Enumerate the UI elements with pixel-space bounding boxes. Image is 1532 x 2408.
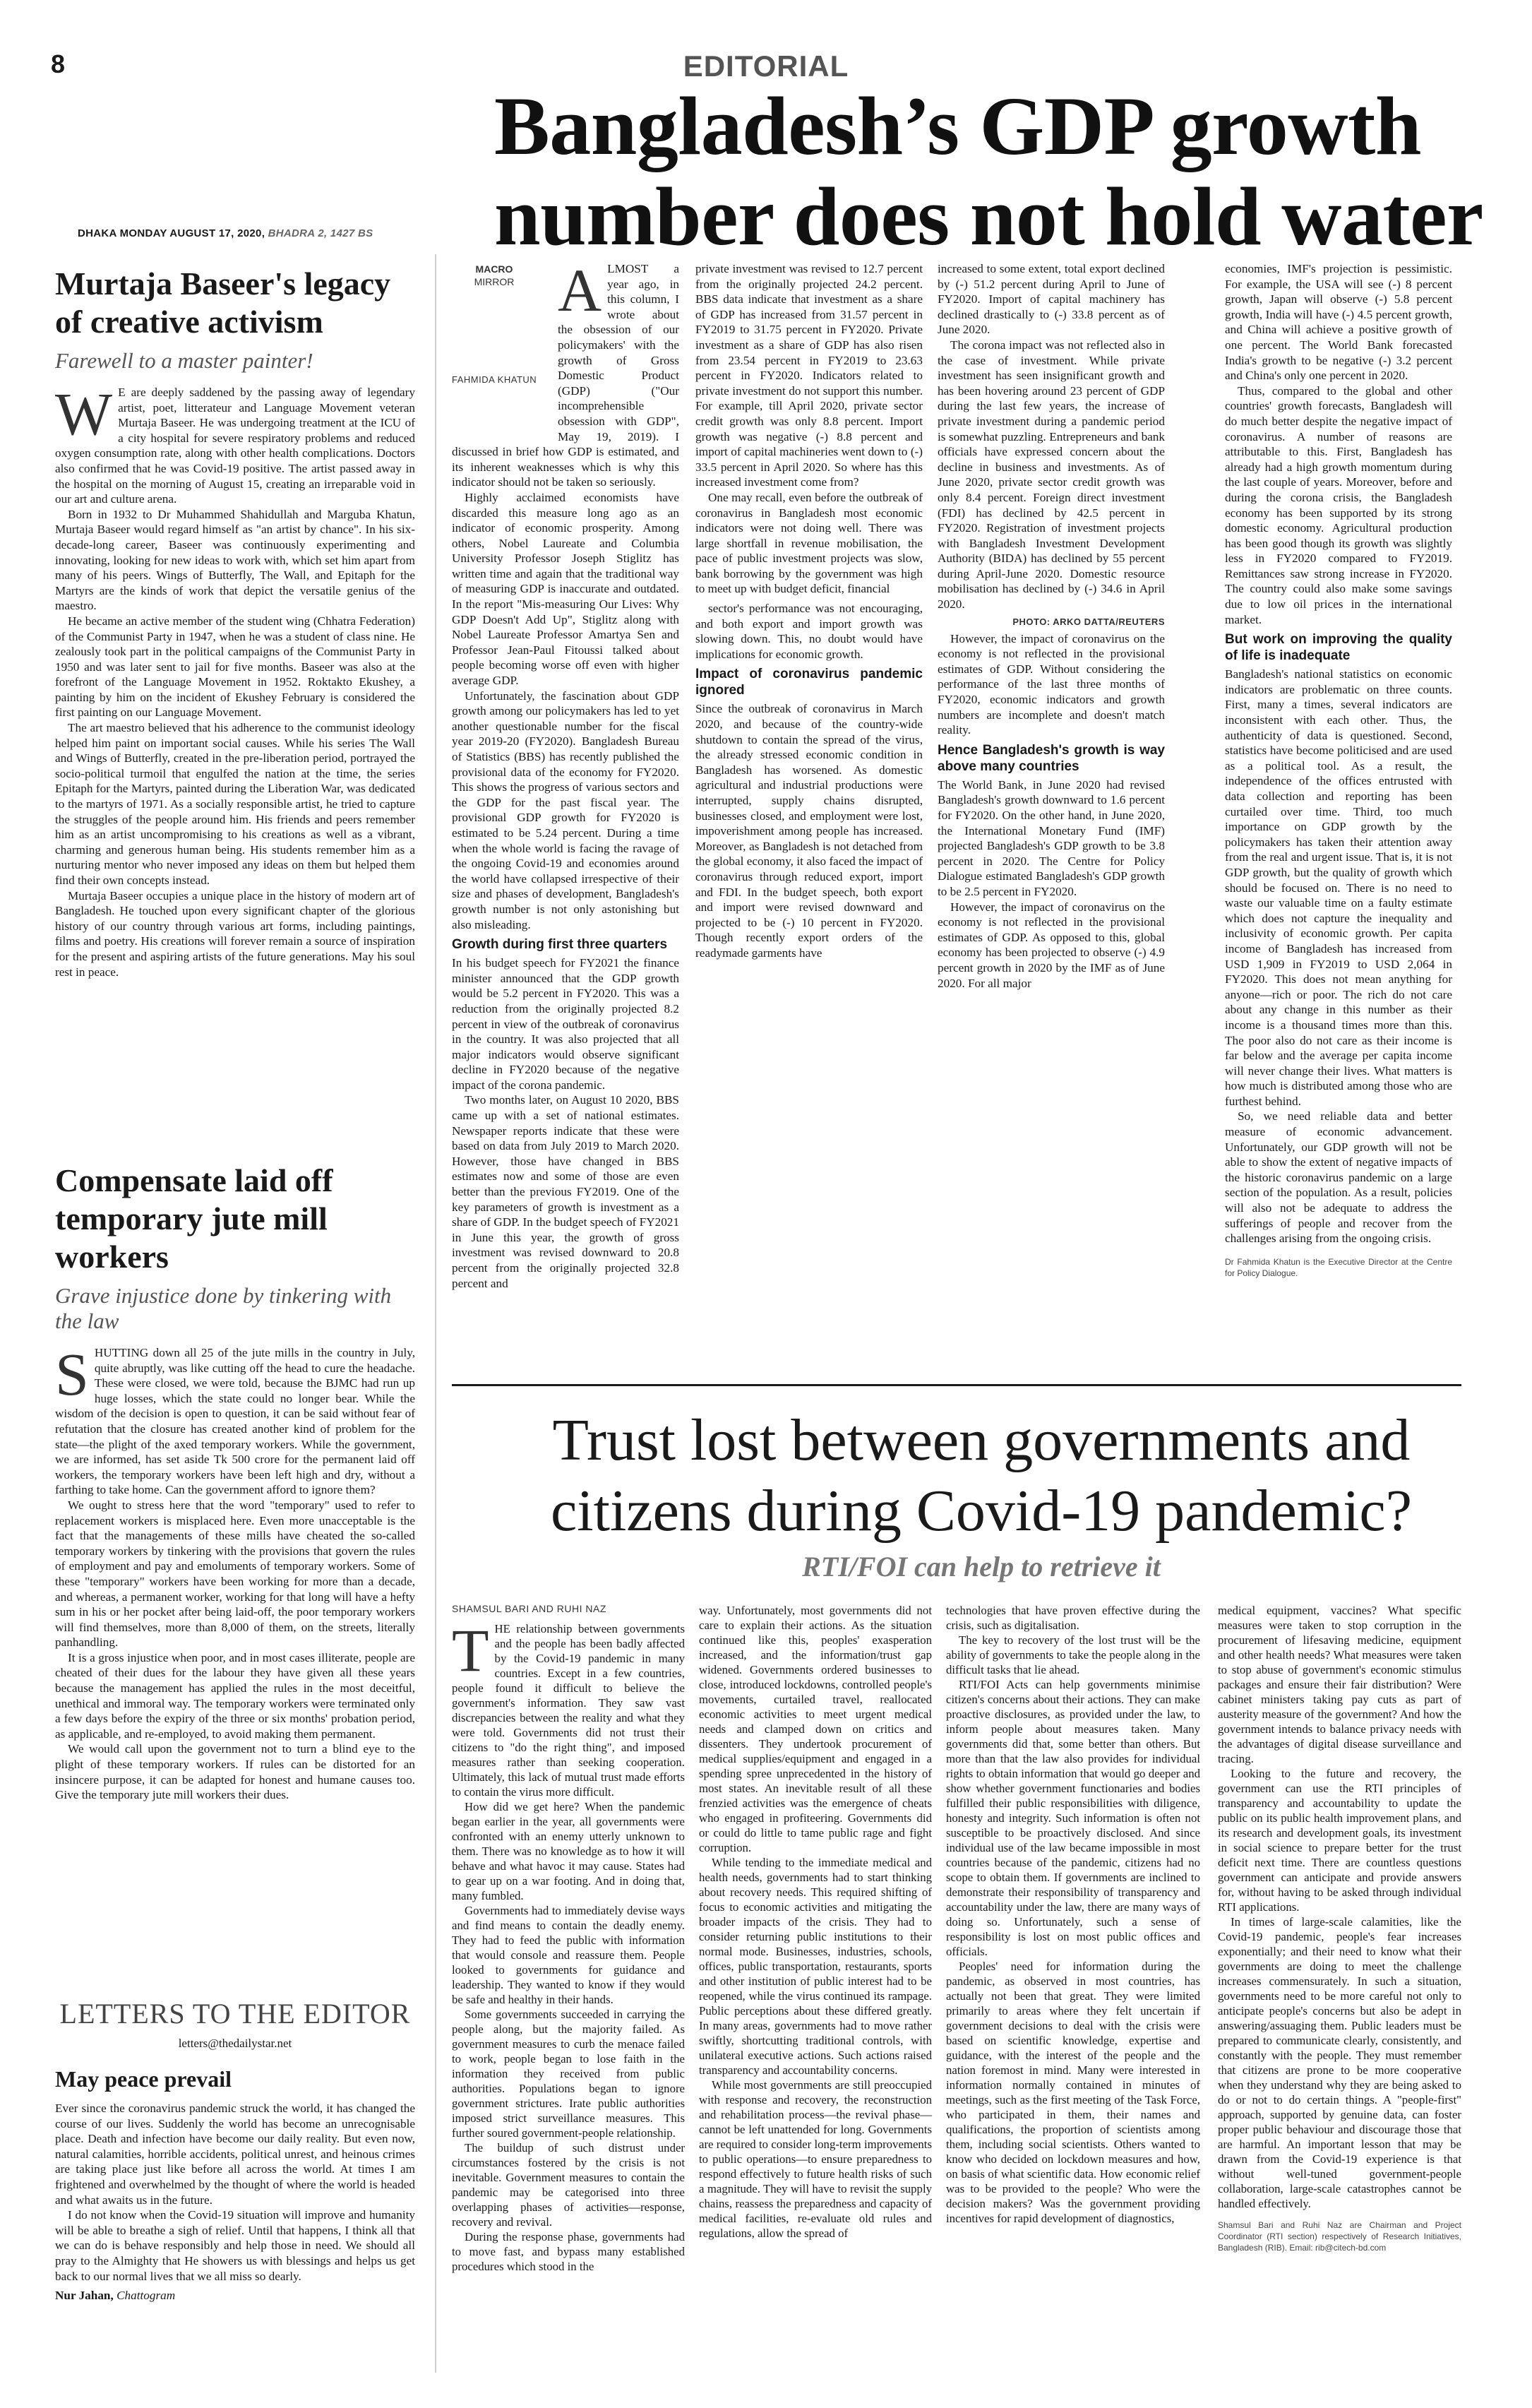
paragraph: In his budget speech for FY2021 the finance minister announced that the GDP growth would be 5.2 percent in FY2020. This was a reduction from the originally projected 8.2 percent in view of the outbreak of coronavirus in the country. It was also projected that all major indicators would observe significant decline in FY2020 because of the negative impact of the corona pandemic. bbox=[452, 956, 679, 1092]
kicker-mirror: MIRROR bbox=[474, 276, 515, 287]
second-column-1 bbox=[452, 1603, 685, 2274]
article-column-2 bbox=[695, 261, 923, 961]
paragraph: medical equipment, vaccines? What specific measures were taken to stop corruption in the procurement of lifesaving medicine, equipment and other health needs? What measures were taken to stop abuse of government's economic stimulus packages and ensure their fair distribution? Were cabinet ministers taking pay cuts as part of austerity measure of the government? And how the government intends to balance privacy needs with the advantages of digital disease surveillance and tracing. bbox=[1218, 1604, 1461, 1765]
subheading: Hence Bangladesh's growth is way above many countries bbox=[938, 742, 1165, 774]
editorial-subhead: Grave injustice done by tinkering with the law bbox=[55, 1283, 392, 1333]
paragraph: However, the impact of coronavirus on the economy is not reflected in the provisional estimates of GDP. As opposed to this, global economy has been projected to observe (-) 4.9 percent growth in 2020 by the IMF as of June 2020. For all major bbox=[938, 900, 1165, 990]
paragraph: Thus, compared to the global and other countries' growth forecasts, Bangladesh will do much better despite the negative impact of coronavirus. A number of reasons are attributable to this. First, Bangladesh has already had a high growth momentum during the last couple of years. Moreover, before and during the corona crisis, the Bangladesh economy has been supported by its strong domestic economy. Agricultural production has been good though its growth was slightly less in FY2020 compared to FY2019. Remittances saw strong increase in FY2020. The country could also make some savings due to low oil prices in the international market. bbox=[1225, 383, 1452, 626]
second-column-4 bbox=[1218, 1603, 1461, 2253]
letter-location: Chattogram bbox=[116, 2289, 176, 2303]
paragraph: E are deeply saddened by the passing away of legendary artist, poet, litterateur and Language Movement veteran Murtaja Baseer. He was undergoing treatment at the ICU of a city hospital for severe respiratory problems and reduced oxygen consumption rate, along with other health complications. Doctors also confirmed that he was Covid-19 positive. The artist passed away in the hospital on the morning of August 15, creating an irreparable void in our art and culture arena. bbox=[55, 386, 415, 506]
paragraph: HUTTING down all 25 of the jute mills in the country in July, quite abruptly, was like cutting off the head to cure the headache. These were closed, we were told, because the BJMC had run up huge losses, which the state could no longer bear. While the wisdom of the decision is open to question, it can be said without fear of refutation that the closure has created another kind of problem for the state—the plight of the axed temporary workers. While the government, we are informed, has set aside Tk 500 crore for the permanent laid off workers, the temporary workers have been left high and dry, without a farthing to take home. Can the government afford to ignore them? bbox=[55, 1346, 415, 1497]
main-headline: Bangladesh’s GDP growth number does not hold water bbox=[494, 80, 1483, 263]
second-headline: Trust lost between governments and citizens during Covid-19 pandemic? bbox=[550, 1407, 1412, 1544]
editorial-murtaja-baseer bbox=[55, 265, 415, 979]
editorial-headline: Compensate laid off temporary jute mill workers bbox=[55, 1162, 333, 1275]
paragraph: The corona impact was not reflected also in the case of investment. While private investment has seen insignificant growth and has been hovering around 23 percent of GDP during the last few years, the increase of private investment during a pandemic period is somewhat puzzling. Entrepreneurs and bank officials have expressed concern about the decline in business and investments. As of June 2020, private sector credit growth was only 8.4 percent. Foreign direct investment (FDI) has declined by 42.5 percent in FY2020. Registration of investment projects with Bangladesh Investment Development Authority (BIDA) has declined by 55 percent during April-June 2020. Domestic resource mobilisation has declined by (-) 34.6 in April 2020. bbox=[938, 338, 1165, 612]
paragraph: One may recall, even before the outbreak of coronavirus in Bangladesh most economic indicators were not doing well. There was large shortfall in revenue mobilisation, the pace of public investment projects was slow, bank borrowing by the government was high to meet up with budget deficit, financial bbox=[695, 490, 923, 596]
paragraph: Governments had to immediately devise ways and find means to contain the deadly enemy. They had to feed the public with information that would console and reassure them. People looked to governments for guidance and leadership. They wanted to know if they would be safe and healthy in their hands. bbox=[452, 1904, 685, 2006]
paragraph: Some governments succeeded in carrying the people along, but the majority failed. As government measures to curb the menace failed to work, people began to lose faith in the information they received from public authorities. Populations began to ignore government strictures. Irate public authorities imposed strict surveillance measures. This further soured government-people relationship. bbox=[452, 2008, 685, 2140]
paragraph: During the response phase, governments had to move fast, and bypass many established procedures which stood in the bbox=[452, 2230, 685, 2273]
editorial-subhead: Farewell to a master painter! bbox=[55, 348, 313, 373]
letter-body bbox=[55, 2101, 415, 2303]
paragraph: Highly acclaimed economists have discarded this measure long ago as an indicator of economic prosperity. Among others, Nobel Laureate and Columbia University Professor Joseph Stiglitz has written time and again that the traditional way of measuring GDP is inaccurate and outdated. In the report "Mis-measuring Our Lives: Why GDP Doesn't Add Up", Stiglitz along with Nobel Laureate Professor Amartya Sen and Professor Jean-Paul Fitoussi talked about people becoming worse off even with higher average GDP. bbox=[452, 490, 679, 688]
dropcap: S bbox=[55, 1340, 89, 1408]
letters-email-link[interactable]: letters@thedailystar.net bbox=[178, 2037, 292, 2050]
paragraph: Murtaja Baseer occupies a unique place in the history of modern art of Bangladesh. He touched upon every significant chapter of the glorious history of our country through various art forms, including paintings, films and poetry. His creations will forever remain a source of inspiration for the present and aspiring artists of the future generations. May his soul rest in peace. bbox=[55, 888, 415, 979]
paragraph: sector's performance was not encouraging, and both export and import growth was slowing down. This, no doubt would have implications for economic growth. bbox=[695, 602, 923, 661]
author-credit: Shamsul Bari and Ruhi Naz are Chairman and Project Coordinator (RTI section) respectively of Research Initiatives, Bangladesh (RIB). Email: rib@citech-bd.com bbox=[1218, 2220, 1461, 2253]
dateline-date: DHAKA MONDAY AUGUST 17, 2020, bbox=[78, 227, 265, 239]
paragraph: The art maestro believed that his adherence to the communist ideology helped him paint on important social causes. While his series The Wall and Wings of Butterfly, created in the pre-liberation period, portrayed the socio-political turmoil that engulfed the nation at the time, the series Epitaph for the Martyrs, painted during the Liberation War, was dedicated to the martyrs of 1971. As a socially responsible artist, he tried to capture the struggles of the people around him. His friends and peers remember him as an artist uncompromising to his creations as well as a vibrant, charming and generous human being. His students remember him as a nurturing mentor who never imposed any ideas on them but helped them find their own concepts instead. bbox=[55, 721, 415, 887]
paragraph: RTI/FOI Acts can help governments minimise citizen's concerns about their actions. They can make proactive disclosures, as provided under the law, to inform people about measures taken. Many governments did that, some better than others. But more than that the law also provides for individual rights to obtain information that would go deeper and show whether government functionaries and bodies fulfilled their public responsibilities with diligence, honesty and integrity. Such information is often not susceptible to be proactively disclosed. And since individual use of the law became impossible in most countries because of the pandemic, citizens had no scope to obtain them. If governments are inclined to demonstrate their responsibility of transparency and accountability under the law, there are many ways of doing so. Unfortunately, such a sense of responsibility is lost on most public offices and officials. bbox=[946, 1678, 1200, 1958]
paragraph: technologies that have proven effective during the crisis, such as digitalisation. bbox=[946, 1604, 1200, 1632]
page-number: 8 bbox=[51, 49, 66, 78]
paragraph: In times of large-scale calamities, like the Covid-19 pandemic, people's fear increases exponentially; and their need to know what their governments are doing to meet the challenge increases commensurately. In such a situation, governments need to be more careful not only to anticipate people's concerns but also be adept in answering/assuaging them. Public leaders must be prepared to communicate clearly, consistently, and constantly with the people. They must remember that citizens are prone to be more cooperative when they understand why they are being asked to do or not to do certain things. A "people-first" approach, supported by genuine data, can foster proper public behaviour and discourage those that are harmful. An important lesson that may be drawn from the Covid-19 experience is that without well-tuned government-people collaboration, large-scale catastrophes cannot be handled effectively. bbox=[1218, 1915, 1461, 2210]
paragraph: Since the outbreak of coronavirus in March 2020, and because of the country-wide shutdown to contain the spread of the virus, the already stressed economic condition in Bangladesh has worsened. As domestic agricultural and industrial productions were interrupted, supply chains disrupted, businesses closed, and employment were lost, impoverishment among people has increased. Moreover, as Bangladesh is not detached from the global economy, it also faced the impact of coronavirus through reduced export, import and FDI. In the budget speech, both export and import were revised downward and projected to be (-) 10 percent in FY2020. Though recently export orders of the readymade garments have bbox=[695, 702, 923, 960]
author-credit: Dr Fahmida Khatun is the Executive Director at the Centre for Policy Dialogue. bbox=[1225, 1256, 1452, 1278]
paragraph: LMOST a year ago, in this column, I wrote about the obsession of our policymakers' with the growth of Gross Domestic Product (GDP) ("Our incomprehensible obsession with GDP", May 19, bbox=[558, 262, 679, 443]
paragraph: Ever since the coronavirus pandemic struck the world, it has changed the course of our lives. Suddenly the world has become an unrecognisable place. Death and infection have become our daily reality. But even now, natural calamities, horrible accidents, political unrest, and heinous crimes are taking place just like before all across the world. At times I am frightened and overwhelmed by the thought of where the world is headed and what awaits us in the future. bbox=[55, 2102, 415, 2207]
editorial-headline: Murtaja Baseer's legacy of creative activism bbox=[55, 266, 391, 340]
article-column-1 bbox=[452, 256, 679, 1291]
paragraph: 2019). I discussed in brief how GDP is estimated, and its inherent weaknesses which is why this indicator should not be taken so seriously. bbox=[452, 429, 679, 489]
second-column-2 bbox=[699, 1603, 932, 2241]
second-byline: SHAMSUL BARI AND RUHI NAZ bbox=[452, 1603, 606, 1614]
subheading: But work on improving the quality of life is inadequate bbox=[1225, 632, 1452, 664]
letter-title: May peace prevail bbox=[55, 2066, 232, 2092]
paragraph: So, we need reliable data and better measure of economic advancement. Unfortunately, our GDP growth will not be able to show the extent of negative impacts of the historic coronavirus pandemic on a large section of the population. As a result, policies will also not be adequate to address the sufferings of people and recover from the challenges arising from the ongoing crisis. bbox=[1225, 1109, 1452, 1246]
paragraph: The buildup of such distrust under circumstances fostered by the crisis is not inevitable. Government measures to contain the pandemic may be categorised into three overlapping phases of activities—response, recovery and revival. bbox=[452, 2141, 685, 2229]
paragraph: He became an active member of the student wing (Chhatra Federation) of the Communist Party in 1947, when he was a student of class nine. He zealously took part in the political campaigns of the Communist Party in 1950 and was later sent to jail for five months. Baseer was also at the forefront of the Language Movement in 1952. Roktakto Ekushey, a painting by him on the incident of Ekushey February is considered the first painting on our Language Movement. bbox=[55, 614, 415, 720]
paragraph: The World Bank, in June 2020 had revised Bangladesh's growth downward to 1.6 percent for FY2020. On the other hand, in June 2020, the International Monetary Fund (IMF) projected Bangladesh's GDP growth to be 3.8 percent in 2020. The Centre for Policy Dialogue estimated Bangladesh's GDP growth to be 2.5 percent in FY2020. bbox=[938, 777, 1165, 898]
second-subhead: RTI/FOI can help to retrieve it bbox=[802, 1551, 1161, 1583]
editorial-body bbox=[55, 1340, 415, 1803]
letter-author: Nur Jahan, bbox=[55, 2289, 114, 2303]
editorial-jute-workers bbox=[55, 1162, 415, 1803]
paragraph: Two months later, on August 10 2020, BBS came up with a set of national estimates. Newspaper reports indicate that these were based on data from July 2019 to March 2020. However, those have changed in BBS estimates now and some of those are even better than the previous FY2019. One of the key parameters of growth is investment as a share of GDP. In the budget speech of FY2021 in June this year, the growth of gross investment was revised downward to 20.8 percent from the originally projected 32.8 percent and bbox=[452, 1093, 679, 1290]
subheading: Impact of coronavirus pandemic ignored bbox=[695, 667, 923, 698]
kicker-macro: MACRO bbox=[475, 263, 513, 275]
dateline-bengali-date: BHADRA 2, 1427 BS bbox=[268, 227, 373, 239]
paragraph: increased to some extent, total export declined by (-) 51.2 percent during April to June of FY2020. Import of capital machinery has declined drastically to (-) 33.8 percent as of June 2020. bbox=[938, 262, 1165, 337]
article-column-3 bbox=[938, 261, 1165, 991]
paragraph: way. Unfortunately, most governments did not care to explain their actions. As the situation continued like this, peoples' exasperation increased, and the information/trust gap widened. Governments ordered businesses to close, introduced lockdowns, controlled people's movements, curtailed travel, reallocated economic activities to meet urgent medical needs and clamped down on critics and dissenters. They undertook procurement of medical supplies/equipment and engaged in a spending spree unprecedented in the history of most states. An inevitable result of all these frenzied activities was the emergence of cheats who engaged in profiteering. Governments did or could do little to tame public rage and fight corruption. bbox=[699, 1604, 932, 1854]
paragraph: We would call upon the government not to turn a blind eye to the plight of these temporary workers. If rules can be distorted for an insincere purpose, it can be adapted for honest and humane causes too. Give the temporary jute mill workers their dues. bbox=[55, 1742, 415, 1802]
paragraph: Peoples' need for information during the pandemic, as observed in most countries, has actually not been that great. They were limited primarily to areas where they felt uncertain if government decisions to deal with the crisis were based on scientific knowledge, expertise and guidance, with the interest of the people and the nation foremost in mind. Many were interested in information normally contained in minutes of meetings, such as the first meeting of the Task Force, who participated in them, their names and qualifications, the proportion of scientists among them, including social scientists. Others wanted to know who decided on lockdown measures and how, on basis of what scientific data. How economic relief was to be provided to the people? Who were the decision makers? Was the government providing incentives for rapid development of diagnostics, bbox=[946, 1960, 1200, 2225]
paragraph: However, the impact of coronavirus on the economy is not reflected in the provisional estimates of GDP. Without considering the performance of the last three months of FY2020, economic indicators and growth numbers are incomplete and doesn't match reality. bbox=[938, 631, 1165, 737]
photo-credit: PHOTO: ARKO DATTA/REUTERS bbox=[1012, 616, 1165, 627]
paragraph: It is a gross injustice when poor, and in most cases illiterate, people are cheated of their dues for the labour they have given all these years because the management has applied the rules in the most deceitful, unethical and immoral way. The temporary workers were terminated only a few days before the expiry of the three or six months' probation period, as applicable, and re-employed, to avoid making them permanent. bbox=[55, 1650, 415, 1741]
article-column-4 bbox=[1225, 261, 1452, 1279]
paragraph: HE relationship between governments and the people has been badly affected by the Covid-19 pandemic in many countries. Except in a few countries, people found it difficult to believe the government's information. They saw vast discrepancies between the reality and what they were told. Governments did not trust their citizens to "do the right thing", and imposed measures rather than seeking cooperation. Ultimately, this lack of mutual trust made efforts to contain the virus more difficult. bbox=[452, 1622, 685, 1799]
paragraph: We ought to stress here that the word "temporary" used to refer to replacement workers is misplaced here. Even more unacceptable is the fact that the managements of these mills have cheated the so-called temporary workers by tinkering with the provisions that govern the rules of employment and pay and emoluments of temporary workers. Some of these "temporary" workers have been working for more than a decade, and whereas, a permanent worker, working for that long will have a hefty sum in his or her pocket after being laid-off, the poor temporary workers will find themselves, more than 8,000 of them, on the streets, literally panhandling. bbox=[55, 1498, 415, 1650]
paragraph: economies, IMF's projection is pessimistic. For example, the USA will see (-) 8 percent growth, Japan will observe (-) 5.8 percent growth, India will have (-) 4.5 percent growth, and China will achieve a positive growth of one percent. The World Bank forecasted India's growth to be negative (-) 3.2 percent and China's only one percent in 2020. bbox=[1225, 262, 1452, 383]
kicker-space bbox=[452, 261, 558, 438]
second-column-3 bbox=[946, 1603, 1200, 2226]
paragraph: Looking to the future and recovery, the government can use the RTI principles of transparency and accountability to update the public on its public health improvement plans, and its research and development goals, its investment in social science to prepare better for the trust deficit next time. There are countless questions government can anticipate and provide answers for, without having to be asked through individual RTI applications. bbox=[1218, 1767, 1461, 1914]
dateline bbox=[78, 227, 373, 239]
letter-signature bbox=[55, 2288, 415, 2303]
letters-heading: LETTERS TO THE EDITOR bbox=[59, 1998, 411, 2029]
paragraph: Unfortunately, the fascination about GDP growth among our policymakers has led to yet another questionable number for the fiscal year 2019-20 (FY2020). Bangladesh Bureau of Statistics (BBS) has recently published the provisional data of the economy for FY2020. This shows the progress of various sectors and the GDP for the past fiscal year. The provisional GDP growth for FY2020 is estimated to be 5.24 percent. During a time when the whole world is facing the ravage of the ongoing Covid-19 and economies around the world have collapsed irrespective of their size and phases of development, Bangladesh's growth number is not only astonishing but also misleading. bbox=[452, 689, 679, 931]
paragraph: Bangladesh's national statistics on economic indicators are problematic on three counts. First, many a times, several indicators are inconsistent with each other. Thus, the authenticity of data is questioned. Second, statistics have become politicised and are used as a political tool. As a result, the independence of the offices entrusted with data collection and reporting has been curtailed over time. Third, too much importance on GDP growth by the policymakers has taken their attention away from the real and urgent issue. That is, it is not GDP growth, but the quality of growth which should be focused on. There is no need to waste our valuable time on a faulty estimate which does not capture the inequality and inclusivity of economic growth. Per capita income of Bangladesh has increased from USD 1,909 in FY2019 to USD 2,064 in FY2020. This does not mean anything for anyone—rich or poor. The rich do not care about any change in this number as their income is a thousand times more than this. The poor also do not care as their income is far below and the average per capita income will never change their lives. What matters is how much is distributed among those who are furthest behind. bbox=[1225, 667, 1452, 1108]
paragraph: I do not know when the Covid-19 situation will improve and humanity will be able to breathe a sigh of relief. Until that happens, I think all that we can do is behave responsibly and help those in need. We should all pray to the Almighty that He showers us with blessings and helps us get back to our normal lives that we all miss so dearly. bbox=[55, 2208, 415, 2283]
author-name: FAHMIDA KHATUN bbox=[452, 374, 537, 385]
paragraph: How did we get here? When the pandemic began earlier in the year, all governments were confronted with an enemy utterly unknown to them. There was no knowledge as to how it will behave and what havoc it may cause. States had to gear up on a war footing. And in doing that, many fumbled. bbox=[452, 1800, 685, 1902]
dropcap: W bbox=[55, 380, 113, 448]
paragraph: Born in 1932 to Dr Muhammed Shahidullah and Marguba Khatun, Murtaja Baseer would regard himself as "an artist by chance". In his six-decade-long career, Baseer was continuously experimenting and innovating, looking for new ideas to work with, which set him apart from many of his peers. Wings of Butterfly, The Wall, and Epitaph for the Martyrs are the kinds of work that depict the versatile genius of the maestro. bbox=[55, 507, 415, 613]
paragraph: private investment was revised to 12.7 percent from the originally projected 24.2 percent. BBS data indicate that investment as a share of GDP has increased from 31.57 percent in FY2019 to 31.75 percent in FY2020. Private investment as a share of GDP has also risen from 23.54 percent in FY2019 to 23.63 percent in FY2020. Indicators related to private investment do not support this number. For example, till April 2020, private sector credit growth was only 8.8 percent. Import growth was negative (-) 8.8 percent and import of capital machineries went down to (-) 33.5 percent in April 2020. So where has this increased investment come from? bbox=[695, 262, 923, 489]
section-divider bbox=[452, 1384, 1461, 1386]
column-divider bbox=[435, 254, 436, 2373]
section-label: EDITORIAL bbox=[683, 49, 849, 83]
dropcap: T bbox=[452, 1616, 489, 1684]
letters-section bbox=[55, 1998, 415, 2303]
paragraph: While tending to the immediate medical and health needs, governments had to start thinking about recovery needs. This required shifting of focus to economic activities and mitigating the broader impacts of the crisis. They had to consider returning public institutions to their normal mode. Businesses, industries, schools, offices, public transportation, restaurants, sports and other institution of public interest had to be reopened, while the virus continued its rampage. Public perceptions about these differed greatly. In many areas, governments had to move rather swiftly, shortcutting traditional controls, with unilateral executive actions. Such actions raised transparency and accountability concerns. bbox=[699, 1856, 932, 2077]
editorial-body bbox=[55, 380, 415, 979]
subheading: Growth during first three quarters bbox=[452, 937, 668, 953]
paragraph: The key to recovery of the lost trust will be the ability of governments to take the people along in the difficult tasks that lie ahead. bbox=[946, 1633, 1200, 1676]
paragraph: While most governments are still preoccupied with response and recovery, the reconstruction and rehabilitation process—the revival phase—cannot be left unattended for long. Governments are required to consider long-term improvements to public operations—to ensure preparedness to respond effectively to future health risks of such a magnitude. They will have to revisit the supply chains, reassess the preparedness and capacity of medical facilities, re-evaluate old rules and regulations, allow the spread of bbox=[699, 2078, 932, 2240]
dropcap: A bbox=[558, 256, 602, 324]
